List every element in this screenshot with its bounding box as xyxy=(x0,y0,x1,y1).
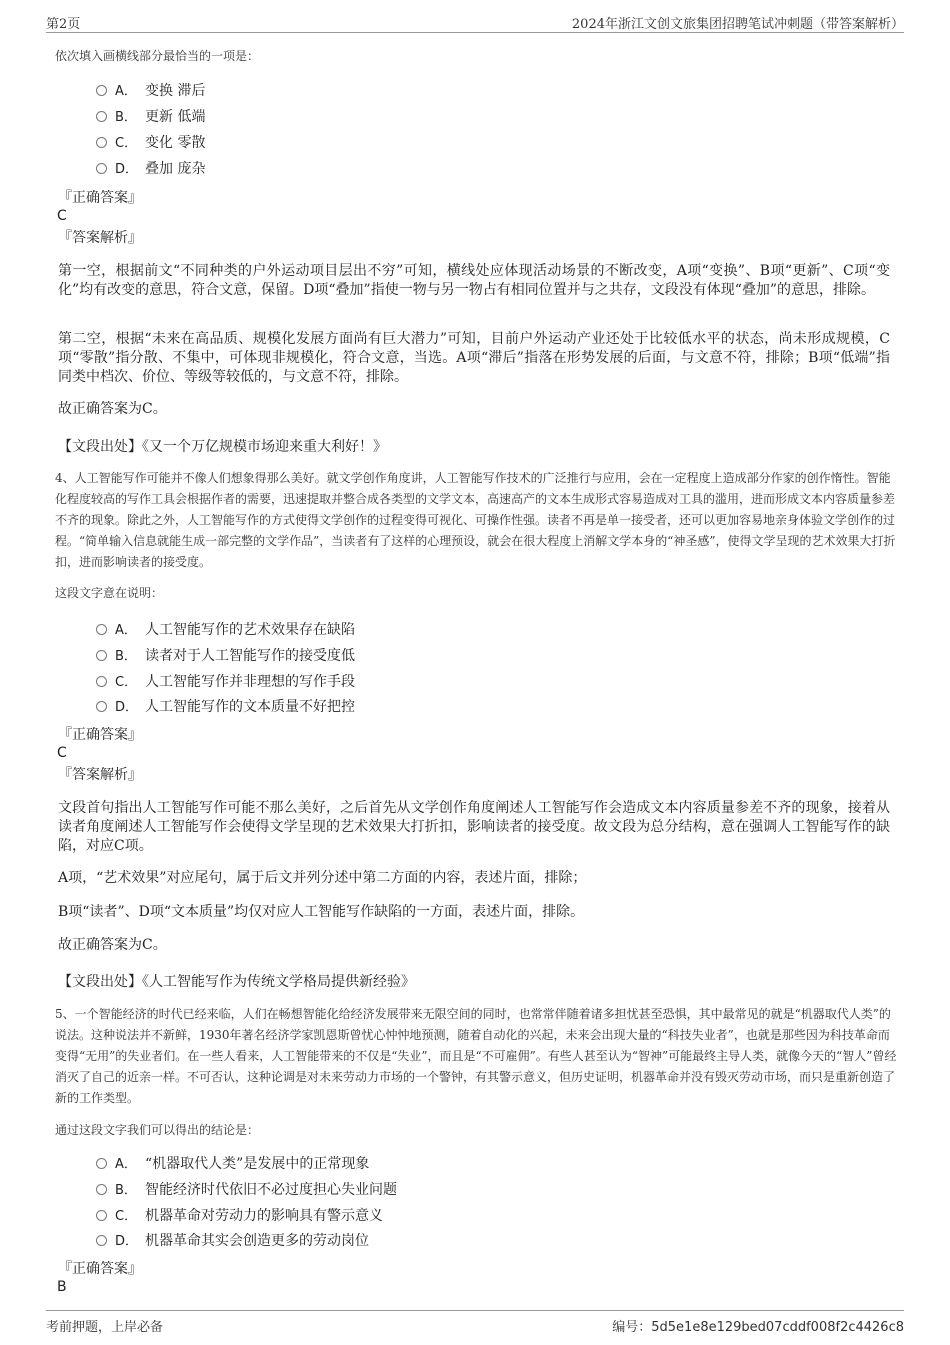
q4-analysis-paragraph-1: 文段首句指出人工智能写作可能不那么美好，之后首先从文学创作角度阐述人工智能写作会造成文本内容质量参差不齐的现象，接着从读者角度阐述人工智能写作会使得文学呈现的艺术效果大打折扣，影响读者的接受度。故文段为总分结构，意在强调人工智能写作的缺陷，对应C项。 xyxy=(58,800,890,854)
radio-icon[interactable] xyxy=(96,85,107,96)
q4-analysis-paragraph-2: A项，“艺术效果”对应尾句，属于后文并列分述中第二方面的内容，表述片面，排除； xyxy=(58,870,587,886)
radio-icon[interactable] xyxy=(96,1235,107,1246)
q4-analysis-label: 『答案解析』 xyxy=(58,767,142,783)
q4-analysis-paragraph-3: B项“读者”、D项“文本质量”均仅对应人工智能写作缺陷的一方面，表述片面，排除。 xyxy=(58,904,585,920)
radio-icon[interactable] xyxy=(96,701,107,712)
document-title: 2024年浙江文创文旅集团招聘笔试冲刺题（带答案解析） xyxy=(571,17,904,32)
radio-icon[interactable] xyxy=(96,1184,107,1195)
q4-answer-value: C xyxy=(57,745,67,761)
page-number: 第2页 xyxy=(46,17,81,32)
option-text: 读者对于人工智能写作的接受度低 xyxy=(145,648,355,664)
option-text: 更新 低端 xyxy=(145,109,206,125)
q3-analysis-paragraph-1: 第一空，根据前文“不同种类的户外运动项目层出不穷”可知，横线处应体现活动场景的不断改变，A项“变换”、B项“更新”、C项“变化”均有改变的意思，符合文意，保留。D项“叠加”指使一物与另一物占有相同位置并与之共存，文段没有体现“叠加”的意思，排除。 xyxy=(58,263,890,298)
option-text: 机器革命对劳动力的影响具有警示意义 xyxy=(145,1208,383,1224)
q4-option-b[interactable] xyxy=(96,645,355,667)
option-text: 变化 零散 xyxy=(145,135,206,151)
radio-icon[interactable] xyxy=(96,1158,107,1169)
option-text: 人工智能写作并非理想的写作手段 xyxy=(145,674,355,690)
q5-option-d[interactable] xyxy=(96,1230,369,1252)
q3-option-a[interactable] xyxy=(96,80,205,102)
q3-option-c[interactable] xyxy=(96,132,205,154)
page-footer xyxy=(46,1310,904,1339)
q5-answer-value: B xyxy=(57,1279,67,1295)
option-letter: B． xyxy=(115,649,137,664)
q4-stem: 4、人工智能写作可能并不像人们想象得那么美好。就文学创作角度讲，人工智能写作技术的广泛推行与应用，会在一定程度上造成部分作家的创作惰性。智能化程度较高的写作工具会根据作者的需要，迅速提取并整合成各类型的文学文本，高速高产的文本生成形式容易造成对工具的滥用，进而形成文本内容质量参差不齐的现象。除此之外，人工智能写作的方式使得文学创作的过程变得可视化、可操作性强。读者不再是单一接受者，还可以更加容易地亲身体验文学创作的过程。“简单输入信息就能生成一部完整的文学作品”，当读者有了这样的心理预设，就会在很大程度上消解文学本身的“神圣感”，使得文学呈现的艺术效果大打折扣，进而影响读者的接受度。 xyxy=(55,471,896,569)
option-text: 变换 滞后 xyxy=(145,83,206,99)
option-letter: C． xyxy=(115,136,138,151)
q3-option-b[interactable] xyxy=(96,106,205,128)
option-letter: A． xyxy=(115,1157,137,1172)
q5-stem: 5、一个智能经济的时代已经来临，人们在畅想智能化给经济发展带来无限空间的同时，也常常伴随着诸多担忧甚至恐惧，其中最常见的就是“机器取代人类”的说法。这种说法并不新鲜，1930年著名经济学家凯恩斯曾忧心忡忡地预测，随着自动化的兴起，未来会出现大量的“科技失业者”，也就是那些因为科技革命而变得“无用”的失业者们。在一些人看来，人工智能带来的不仅是“失业”，而且是“不可雇佣”。有些人甚至认为“智神”可能最终主导人类，就像今天的“智人”曾经消灭了自己的近亲一样。不可否认，这种论调是对未来劳动力市场的一个警钟，有其警示意义，但历史证明，机器革命并没有毁灭劳动市场，而只是重新创造了新的工作类型。 xyxy=(55,1007,897,1105)
q4-prompt: 这段文字意在说明： xyxy=(55,586,164,600)
code-label: 编号： xyxy=(612,1320,652,1335)
option-text: 智能经济时代依旧不必过度担心失业问题 xyxy=(145,1182,397,1198)
radio-icon[interactable] xyxy=(96,650,107,661)
document-code xyxy=(612,1316,904,1335)
q3-answer-value: C xyxy=(57,208,67,224)
q5-answer-label: 『正确答案』 xyxy=(58,1261,142,1277)
option-letter: B． xyxy=(115,110,137,125)
option-letter: A． xyxy=(115,84,137,99)
q4-analysis-conclusion: 故正确答案为C。 xyxy=(58,937,167,953)
option-letter: C． xyxy=(115,675,138,690)
option-letter: A． xyxy=(115,623,137,638)
q5-prompt: 通过这段文字我们可以得出的结论是： xyxy=(55,1123,260,1137)
q4-option-c[interactable] xyxy=(96,671,355,693)
option-letter: D． xyxy=(115,700,139,715)
option-letter: D． xyxy=(115,162,139,177)
q3-analysis-conclusion: 故正确答案为C。 xyxy=(58,401,167,417)
code-value: 5d5e1e8e129bed07cddf008f2c4426c8 xyxy=(651,1320,904,1335)
option-text: “机器取代人类”是发展中的正常现象 xyxy=(145,1156,370,1172)
q4-option-a[interactable] xyxy=(96,619,355,641)
q3-analysis-label: 『答案解析』 xyxy=(58,230,142,246)
q3-prompt: 依次填入画横线部分最恰当的一项是： xyxy=(55,49,260,63)
q3-answer-label: 『正确答案』 xyxy=(58,190,142,206)
q4-answer-label: 『正确答案』 xyxy=(58,727,142,743)
page-header xyxy=(46,8,904,33)
footer-slogan: 考前押题，上岸必备 xyxy=(46,1320,164,1335)
radio-icon[interactable] xyxy=(96,676,107,687)
q4-source: 【文段出处】《人工智能写作为传统文学格局提供新经验》 xyxy=(58,974,415,990)
option-text: 叠加 庞杂 xyxy=(145,161,206,177)
q5-option-b[interactable] xyxy=(96,1179,397,1201)
option-text: 人工智能写作的艺术效果存在缺陷 xyxy=(145,622,355,638)
radio-icon[interactable] xyxy=(96,111,107,122)
q3-analysis-paragraph-2: 第二空，根据“未来在高品质、规模化发展方面尚有巨大潜力”可知，目前户外运动产业还处于比较低水平的状态，尚未形成规模，C项“零散”指分散、不集中，可体现非规模化，符合文意，当选。A项“滞后”指落在形势发展的后面，与文意不符，排除；B项“低端”指同类中档次、价位、等级等较低的，与文意不符，排除。 xyxy=(58,331,890,385)
radio-icon[interactable] xyxy=(96,137,107,148)
option-text: 机器革命其实会创造更多的劳动岗位 xyxy=(145,1233,369,1249)
radio-icon[interactable] xyxy=(96,1210,107,1221)
q5-option-c[interactable] xyxy=(96,1205,383,1227)
radio-icon[interactable] xyxy=(96,624,107,635)
q3-source: 【文段出处】《又一个万亿规模市场迎来重大利好！》 xyxy=(58,439,387,455)
q5-option-a[interactable] xyxy=(96,1153,369,1175)
option-text: 人工智能写作的文本质量不好把控 xyxy=(145,699,355,715)
q3-option-d[interactable] xyxy=(96,158,205,180)
option-letter: C． xyxy=(115,1209,138,1224)
option-letter: D． xyxy=(115,1234,139,1249)
q4-option-d[interactable] xyxy=(96,696,355,718)
radio-icon[interactable] xyxy=(96,163,107,174)
option-letter: B． xyxy=(115,1183,137,1198)
